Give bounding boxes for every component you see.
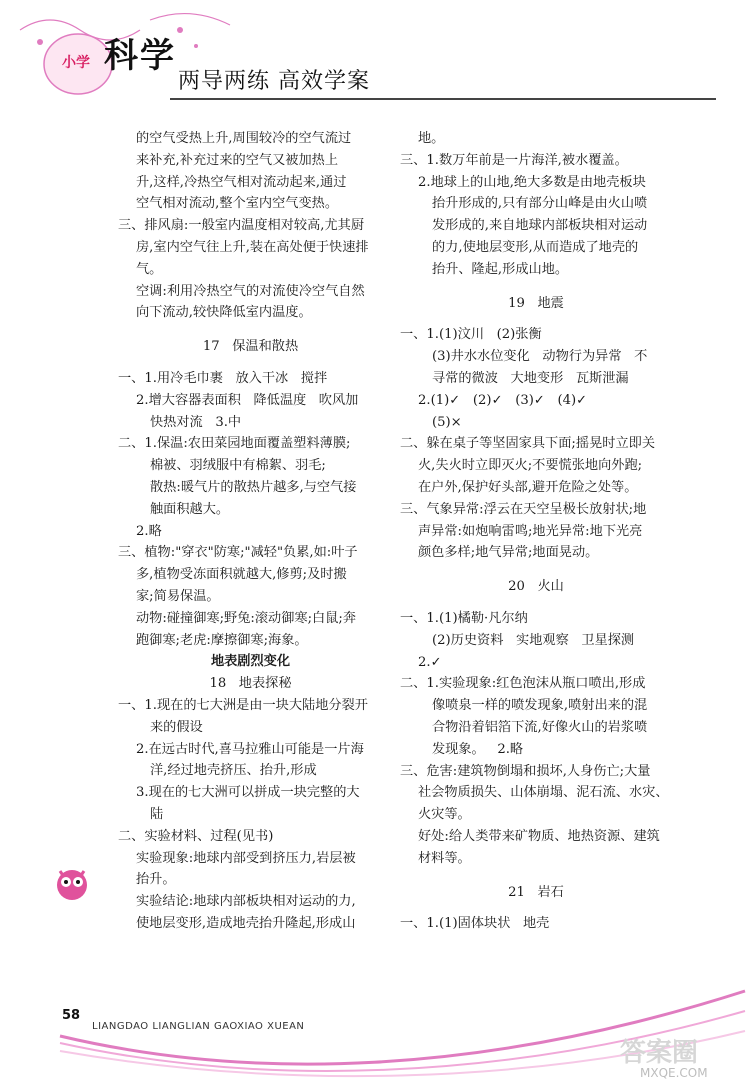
- text-line: 二、实验材料、过程(见书): [118, 828, 274, 844]
- text-line: 抬升形成的,只有部分山峰是由火山喷: [432, 196, 648, 212]
- text-line: 空调:利用冷热空气的对流使冷空气自然: [136, 283, 365, 299]
- text-line: 空气相对流动,整个室内空气变热。: [136, 196, 339, 212]
- text-line: 的空气受热上升,周围较冷的空气流过: [136, 131, 352, 146]
- text-line: 二、1.保温:农田菜园地面覆盖塑料薄膜;: [118, 436, 351, 452]
- header-slogan: 两导两练 高效学案: [178, 69, 370, 94]
- text-line: 实验现象:地球内部受到挤压力,岩层被: [136, 850, 356, 866]
- text-line: 3.现在的七大洲可以拼成一块完整的大: [136, 785, 360, 801]
- text-line: (2)历史资料 实地观察 卫星探测: [432, 632, 635, 648]
- text-line: 跑御寒;老虎:摩擦御寒;海象。: [136, 632, 308, 648]
- text-line: 三、气象异常:浮云在天空呈极长放射状;地: [400, 501, 647, 517]
- text-line: 二、1.实验现象:红色泡沫从瓶口喷出,形成: [400, 676, 646, 692]
- text-line: 洋,经过地壳挤压、抬升,形成: [150, 763, 317, 779]
- footer-pinyin: LIANGDAO LIANGLIAN GAOXIAO XUEAN: [92, 1021, 305, 1032]
- page-header: [0, 0, 750, 110]
- text-line: 房,室内空气往上升,装在高处便于快速排: [136, 239, 369, 255]
- text-line: 2.地球上的山地,绝大多数是由地壳板块: [418, 174, 646, 190]
- text-line: 升,这样,冷热空气相对流动起来,通过: [136, 174, 347, 190]
- text-line: 2.略: [136, 523, 162, 539]
- section-heading: 19 地震: [508, 295, 564, 311]
- text-line: 声异常:如炮响雷鸣;地光异常:地下光亮: [418, 523, 643, 539]
- watermark: 答案圈: [620, 1038, 699, 1068]
- text-line: 抬升、隆起,形成山地。: [432, 261, 569, 277]
- text-line: 2.✓: [418, 654, 442, 670]
- owl-mascot-icon: [52, 863, 92, 903]
- text-line: (5)×: [432, 414, 462, 430]
- text-line: 动物:碰撞御寒;野兔:滚动御寒;白鼠;奔: [136, 610, 357, 626]
- left-text-column: [118, 128, 383, 935]
- text-line: 向下流动,较快降低室内温度。: [136, 305, 312, 321]
- page-number: 58: [62, 1008, 81, 1023]
- text-line: 触面积越大。: [150, 501, 230, 517]
- section-heading: 21 岩石: [508, 884, 564, 900]
- text-line: 快热对流 3.中: [150, 414, 242, 430]
- text-line: 三、危害:建筑物倒塌和损坏,人身伤亡;大量: [400, 763, 651, 779]
- text-line: 多,植物受冻面积就越大,修剪;及时搬: [136, 567, 347, 583]
- text-line: 陆: [150, 806, 164, 822]
- text-line: 抬升。: [136, 872, 176, 888]
- section-heading: 20 火山: [508, 579, 564, 595]
- text-line: 二、躲在桌子等坚固家具下面;摇晃时立即关: [400, 436, 656, 452]
- text-line: 2.(1)✓ (2)✓ (3)✓ (4)✓: [418, 392, 588, 408]
- text-line: 寻常的微波 大地变形 瓦斯泄漏: [432, 370, 629, 386]
- section-heading: 17 保温和散热: [202, 339, 299, 355]
- text-line: 发现象。 2.略: [432, 741, 524, 757]
- text-line: 一、1.用冷毛巾裹 放入干冰 搅拌: [118, 370, 328, 386]
- section-heading: 地表剧烈变化: [210, 654, 291, 670]
- text-line: 来的假设: [150, 719, 203, 735]
- text-line: 社会物质损失、山体崩塌、泥石流、水灾、: [418, 785, 669, 801]
- text-line: 棉被、羽绒服中有棉絮、羽毛;: [150, 458, 326, 474]
- text-line: 在户外,保护好头部,避开危险之处等。: [418, 479, 638, 495]
- text-line: 一、1.(1)汶川 (2)张衡: [400, 327, 542, 343]
- section-heading: 18 地表探秘: [209, 676, 292, 692]
- text-line: 2.增大容器表面积 降低温度 吹风加: [136, 392, 359, 408]
- text-line: 三、排风扇:一般室内温度相对较高,尤其厨: [118, 218, 365, 234]
- text-line: 气。: [136, 261, 163, 277]
- right-text-column: [400, 128, 672, 935]
- text-line: 散热:暖气片的散热片越多,与空气接: [150, 479, 357, 495]
- watermark-url: MXQE.COM: [640, 1066, 708, 1080]
- text-line: 家;简易保温。: [136, 588, 220, 604]
- text-line: 的力,使地层变形,从而造成了地壳的: [432, 239, 639, 255]
- text-line: 发形成的,来自地球内部板块相对运动: [432, 218, 648, 234]
- text-line: 好处:给人类带来矿物质、地热资源、建筑: [418, 828, 660, 844]
- text-line: 合物沿着铝箔下流,好像火山的岩浆喷: [432, 719, 648, 735]
- text-line: (3)井水水位变化 动物行为异常 不: [432, 349, 648, 365]
- text-line: 像喷泉一样的喷发现象,喷射出来的混: [432, 698, 648, 714]
- text-line: 一、1.现在的七大洲是由一块大陆地分裂开: [118, 697, 368, 713]
- text-line: 三、植物:"穿衣"防寒;"减轻"负累,如:叶子: [118, 545, 358, 561]
- text-line: 使地层变形,造成地壳抬升隆起,形成山: [136, 915, 356, 931]
- logo-small-text: 小学: [62, 55, 90, 71]
- logo-title: 科学: [104, 36, 176, 76]
- text-line: 实验结论:地球内部板块相对运动的力,: [136, 894, 356, 910]
- text-line: 一、1.(1)固体块状 地壳: [400, 916, 550, 932]
- text-line: 地。: [418, 131, 445, 146]
- text-line: 三、1.数万年前是一片海洋,被水覆盖。: [400, 152, 628, 168]
- text-line: 火,失火时立即灭火;不要慌张地向外跑;: [418, 458, 643, 474]
- text-line: 一、1.(1)橘勒·凡尔纳: [400, 610, 528, 626]
- text-line: 火灾等。: [418, 807, 471, 823]
- text-line: 来补充,补充过来的空气又被加热上: [136, 152, 339, 168]
- text-line: 2.在远古时代,喜马拉雅山可能是一片海: [136, 741, 364, 757]
- text-line: 材料等。: [418, 850, 471, 866]
- header-divider: [170, 98, 716, 100]
- text-line: 颜色多样;地气异常;地面晃动。: [418, 545, 599, 561]
